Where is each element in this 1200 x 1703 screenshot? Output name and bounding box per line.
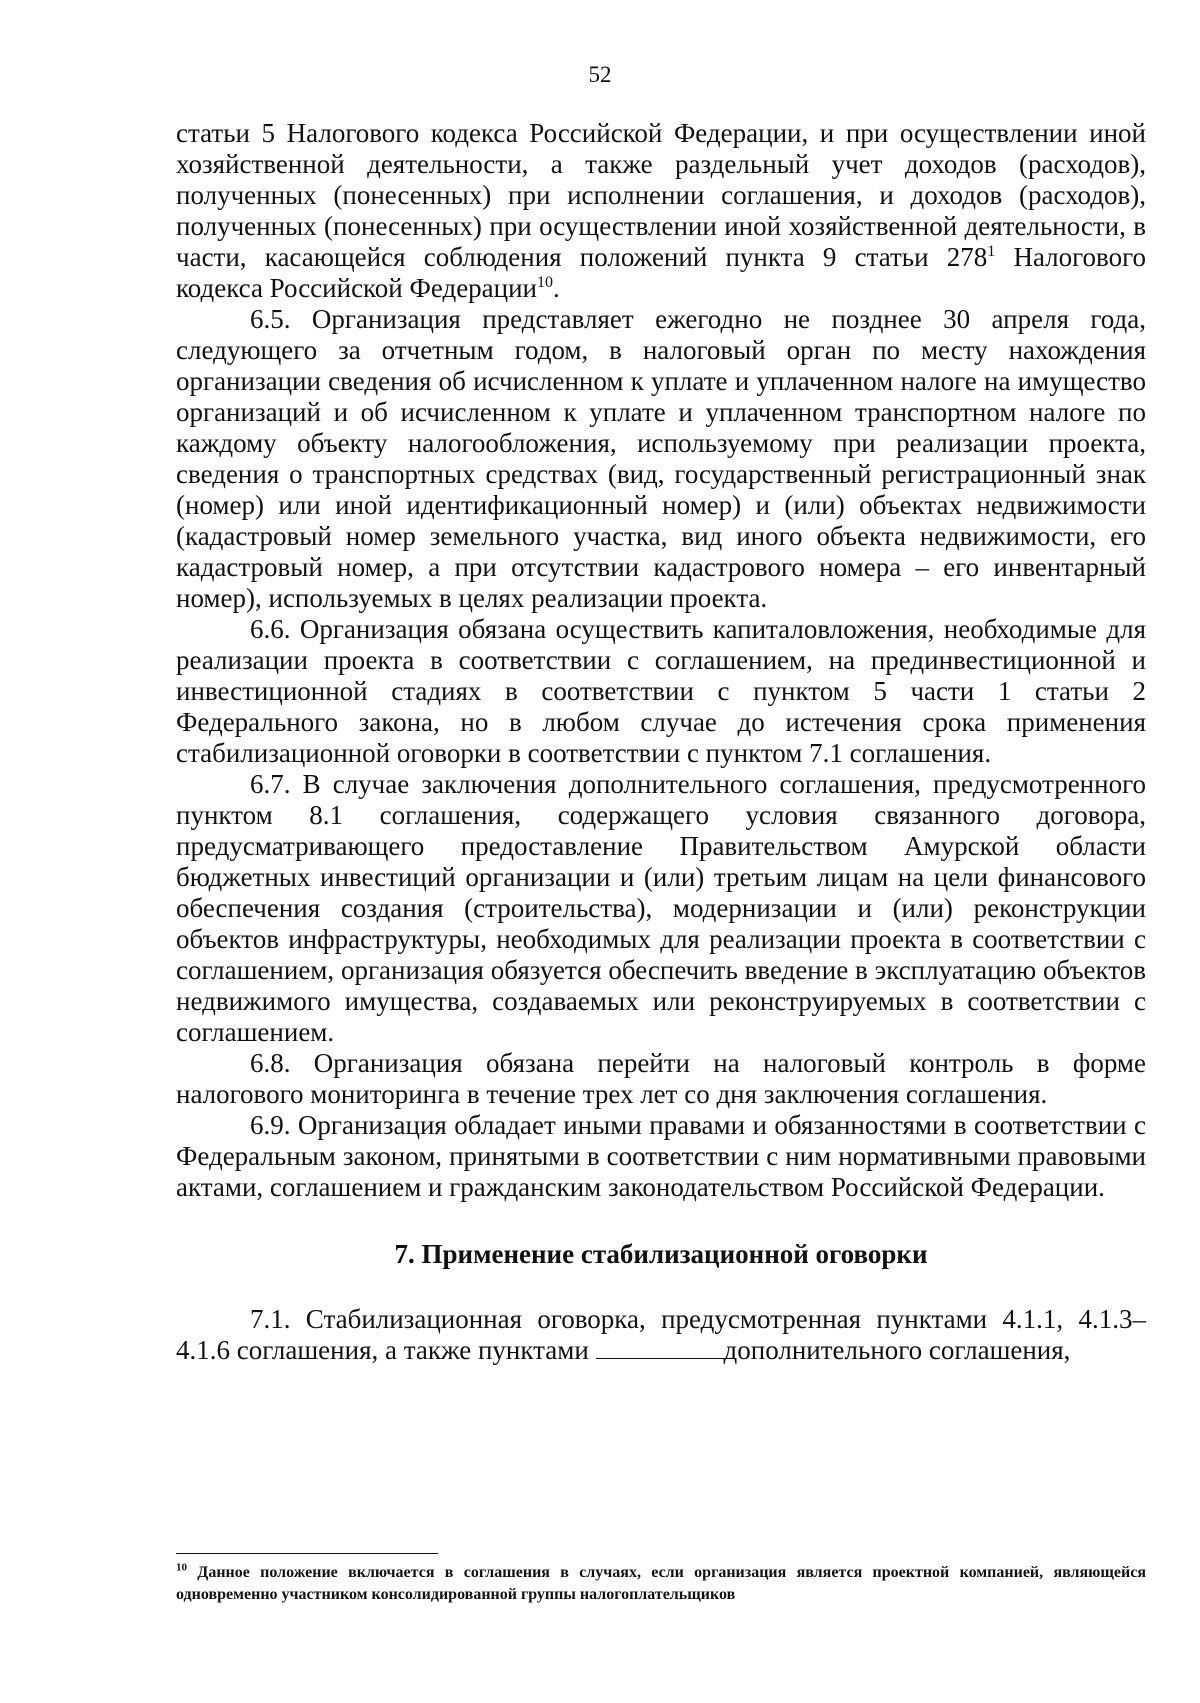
paragraph-text-tail: Налогового кодекса Российской Федерации — [176, 242, 1147, 303]
footnote-text: Данное положение включается в соглашения в случаях, если организация является проектной компанией, являющейся одновременно участником консолидированной группы налогоплательщиков — [176, 1564, 1146, 1603]
article-superscript: 1 — [987, 243, 996, 260]
footnote-reference[interactable]: 10 — [537, 274, 554, 291]
footnote — [176, 1562, 1146, 1606]
paragraph-6-7: 6.7. В случае заключения дополнительного соглашения, предусмотренного пунктом 8.1 соглашения, содержащего условия связанного договора, предусматривающего предоставление Правительством Амурской области бюджетных инвестиций организации и (или) третьим лицам на цели финансового обеспечения создания (строительства), модернизации и (или) реконструкции объектов инфраструктуры, необходимых для реализации проекта в соответствии с соглашением, организация обязуется обеспечить введение в эксплуатацию объектов недвижимого имущества, создаваемых или реконструируемых в соответствии с соглашением. — [176, 769, 1146, 1047]
document-body — [176, 118, 1146, 1366]
section-heading: 7. Применение стабилизационной оговорки — [394, 1239, 928, 1269]
paragraph-end: . — [553, 273, 560, 303]
footnote-divider — [176, 1553, 438, 1554]
paragraph-6-6: 6.6. Организация обязана осуществить капиталовложения, необходимые для реализации проекта в соответствии с соглашением, на прединвестиционной и инвестиционной стадиях в соответствии с пунктом 5 части 1 статьи 2 Федерального закона, но в любом случае до истечения срока применения стабилизационной оговорки в соответствии с пунктом 7.1 соглашения. — [176, 614, 1146, 768]
paragraph-7-1-text: 7.1. Стабилизационная оговорка, предусмотренная пунктами 4.1.1, 4.1.3–4.1.6 соглашения, а также пунктами — [176, 1304, 1146, 1365]
paragraph-6-9: 6.9. Организация обладает иными правами и обязанностями в соответствии с Федеральным законом, принятыми в соответствии с ним нормативными правовыми актами, соглашением и гражданским законодательством Российской Федерации. — [176, 1110, 1146, 1202]
paragraph-continuation — [176, 118, 1146, 304]
page-number: 52 — [588, 62, 612, 87]
paragraph-6-5: 6.5. Организация представляет ежегодно не позднее 30 апреля года, следующего за отчетным годом, в налоговый орган по месту нахождения организации сведения об исчисленном к уплате и уплаченном налоге на имущество организаций и об исчисленном к уплате и уплаченном транспортном налоге по каждому объекту налогообложения, используемому при реализации проекта, сведения о транспортных средствах (вид, государственный регистрационный знак (номер) или иной идентификационный номер) и (или) объектах недвижимости (кадастровый номер земельного участка, вид иного объекта недвижимости, его кадастровый номер, а при отсутствии кадастрового номера – его инвентарный номер), используемых в целях реализации проекта. — [176, 304, 1146, 613]
paragraph-7-1 — [176, 1304, 1146, 1366]
footnote-number: 10 — [176, 1561, 187, 1574]
paragraph-6-8: 6.8. Организация обязана перейти на налоговый контроль в форме налогового мониторинга в течение трех лет со дня заключения соглашения. — [176, 1048, 1146, 1109]
paragraph-7-1-end: дополнительного соглашения, — [723, 1335, 1071, 1365]
paragraph-text: статьи 5 Налогового кодекса Российской Федерации, и при осуществлении иной хозяйственной деятельности, а также раздельный учет доходов (расходов), полученных (понесенных) при исполнении соглашения, и доходов (расходов), полученных (понесенных) при осуществлении иной хозяйственной деятельности, в части, касающейся соблюдения положений пункта 9 статьи 278 — [176, 118, 1146, 272]
fill-in-blank — [596, 1338, 724, 1359]
